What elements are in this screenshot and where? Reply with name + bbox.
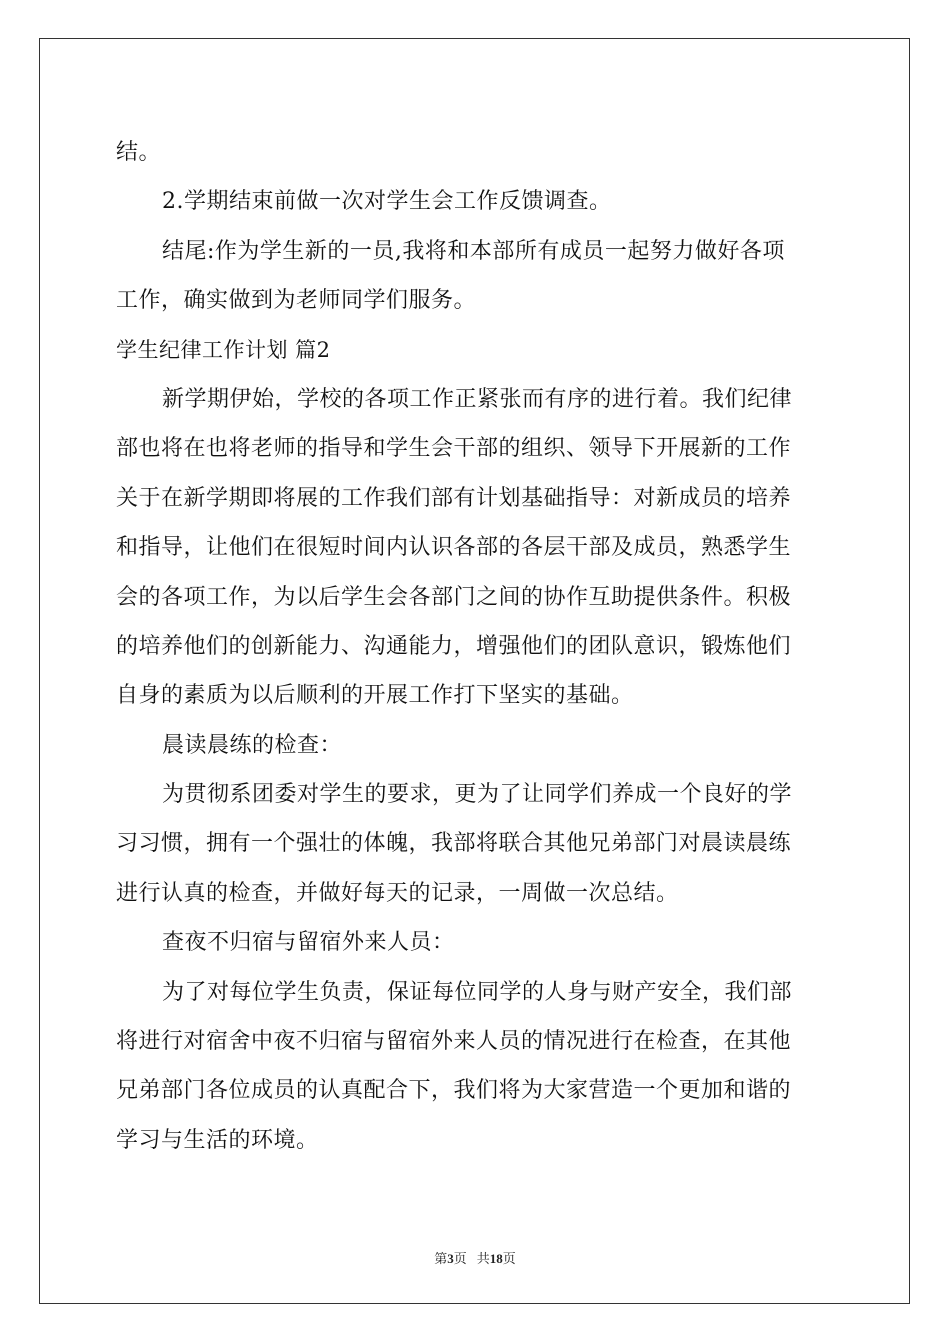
- page-footer: [0, 1248, 950, 1267]
- text-line: 兄弟部门各位成员的认真配合下，我们将为大家营造一个更加和谐的: [116, 1078, 792, 1104]
- text-line: 进行认真的检查，并做好每天的记录，一周做一次总结。: [116, 880, 679, 906]
- total-suffix: 页: [502, 1251, 516, 1266]
- text-line: 新学期伊始，学校的各项工作正紧张而有序的进行着。我们纪律: [162, 386, 793, 412]
- text-line: 2.学期结束前做一次对学生会工作反馈调查。: [162, 189, 612, 215]
- text-line: 为贯彻系团委对学生的要求，更为了让同学们养成一个良好的学: [162, 782, 793, 808]
- text-line: 结。: [116, 140, 162, 165]
- text-line: 结尾:作为学生新的一员,我将和本部所有成员一起努力做好各项: [162, 238, 785, 264]
- text-line: 为了对每位学生负责，保证每位同学的人身与财产安全，我们部: [162, 979, 793, 1005]
- page-suffix: 页: [453, 1251, 467, 1266]
- text-line: 习习惯，拥有一个强壮的体魄，我部将联合其他兄弟部门对晨读晨练: [116, 831, 792, 857]
- subheading-line: 查夜不归宿与留宿外来人员：: [162, 930, 455, 956]
- section-heading: 学生纪律工作计划 篇2: [116, 337, 331, 362]
- text-line: 和指导，让他们在很短时间内认识各部的各层干部及成员，熟悉学生: [116, 535, 792, 561]
- text-line: 关于在新学期即将展的工作我们部有计划基础指导：对新成员的培养: [116, 485, 792, 511]
- subheading-line: 晨读晨练的检查：: [162, 732, 343, 758]
- text-line: 会的各项工作，为以后学生会各部门之间的协作互助提供条件。积极: [116, 584, 792, 610]
- document-body: [116, 128, 836, 1165]
- text-line: 部也将在也将老师的指导和学生会干部的组织、领导下开展新的工作: [116, 436, 792, 462]
- text-line: 的培养他们的创新能力、沟通能力，增强他们的团队意识，锻炼他们: [116, 633, 792, 659]
- text-line: 自身的素质为以后顺利的开展工作打下坚实的基础。: [116, 683, 634, 709]
- total-prefix: 共: [476, 1251, 490, 1266]
- text-line: 学习与生活的环境。: [116, 1127, 319, 1153]
- total-page-number: 18: [489, 1251, 503, 1266]
- text-line: 将进行对宿舍中夜不归宿与留宿外来人员的情况进行在检查，在其他: [116, 1029, 792, 1055]
- text-line: 工作，确实做到为老师同学们服务。: [116, 288, 477, 314]
- current-page-number: 3: [447, 1251, 454, 1266]
- page-prefix: 第: [434, 1251, 448, 1266]
